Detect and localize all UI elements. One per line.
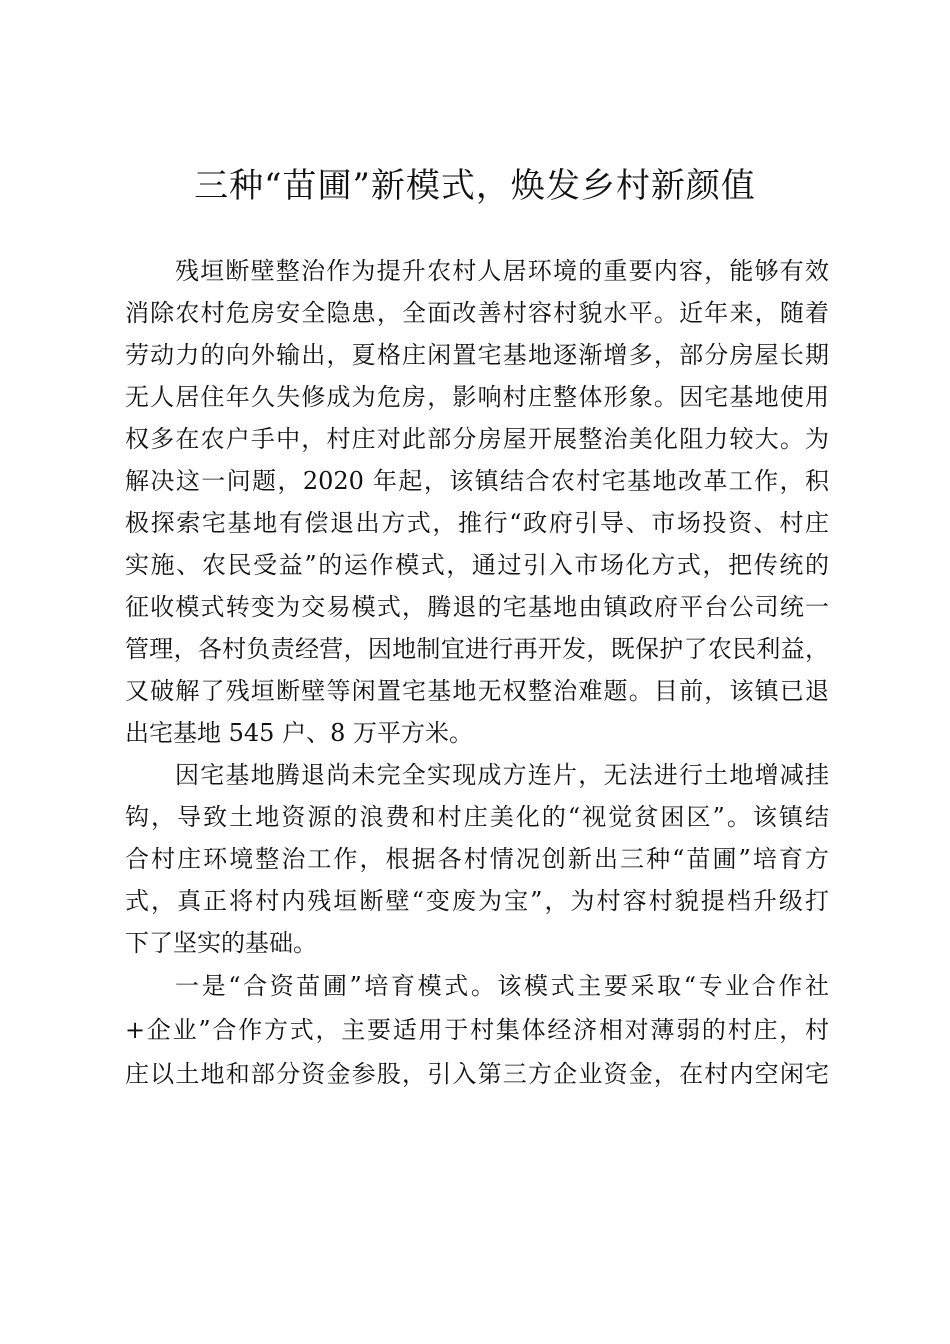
text-line: 权多在农户手中，村庄对此部分房屋开展整治美化阻力较大。为 bbox=[125, 425, 829, 453]
text-line: 解决这一问题，2020 年起，该镇结合农村宅基地改革工作，积 bbox=[125, 467, 829, 495]
text-line: 一是“合资苗圃”培育模式。该模式主要采取“专业合作社 bbox=[175, 972, 829, 1000]
text-line: +企业”合作方式，主要适用于村集体经济相对薄弱的村庄，村 bbox=[125, 1016, 829, 1044]
document-title: 三种“苗圃”新模式，焕发乡村新颜值 bbox=[194, 166, 756, 206]
text-line: 合村庄环境整治工作，根据各村情况创新出三种“苗圃”培育方 bbox=[125, 845, 829, 873]
text-line: 下了坚实的基础。 bbox=[125, 929, 317, 957]
text-line: 又破解了残垣断壁等闲置宅基地无权整治难题。目前，该镇已退 bbox=[125, 677, 829, 705]
text-line: 消除农村危房安全隐患，全面改善村容村貌水平。近年来，随着 bbox=[125, 299, 829, 327]
text-line: 钩，导致土地资源的浪费和村庄美化的“视觉贫困区”。该镇结 bbox=[125, 803, 829, 831]
text-line: 征收模式转变为交易模式，腾退的宅基地由镇政府平台公司统一 bbox=[125, 593, 829, 621]
document-body bbox=[125, 250, 829, 1096]
text-line: 无人居住年久失修成为危房，影响村庄整体形象。因宅基地使用 bbox=[125, 383, 829, 411]
paragraph-3 bbox=[125, 964, 829, 1096]
text-line: 庄以土地和部分资金参股，引入第三方企业资金，在村内空闲宅 bbox=[125, 1060, 829, 1088]
paragraph-1 bbox=[125, 250, 829, 754]
text-line: 出宅基地 545 户、8 万平方米。 bbox=[125, 719, 473, 747]
text-line: 劳动力的向外输出，夏格庄闲置宅基地逐渐增多，部分房屋长期 bbox=[125, 341, 829, 369]
text-line: 实施、农民受益”的运作模式，通过引入市场化方式，把传统的 bbox=[125, 551, 829, 579]
text-line: 管理，各村负责经营，因地制宜进行再开发，既保护了农民利益， bbox=[125, 635, 829, 663]
text-line: 因宅基地腾退尚未完全实现成方连片，无法进行土地增减挂 bbox=[175, 761, 829, 789]
text-line: 极探索宅基地有偿退出方式，推行“政府引导、市场投资、村庄 bbox=[125, 509, 829, 537]
paragraph-2 bbox=[125, 754, 829, 964]
text-line: 残垣断壁整治作为提升农村人居环境的重要内容，能够有效 bbox=[175, 257, 829, 285]
text-line: 式，真正将村内残垣断壁“变废为宝”，为村容村貌提档升级打 bbox=[125, 887, 829, 915]
